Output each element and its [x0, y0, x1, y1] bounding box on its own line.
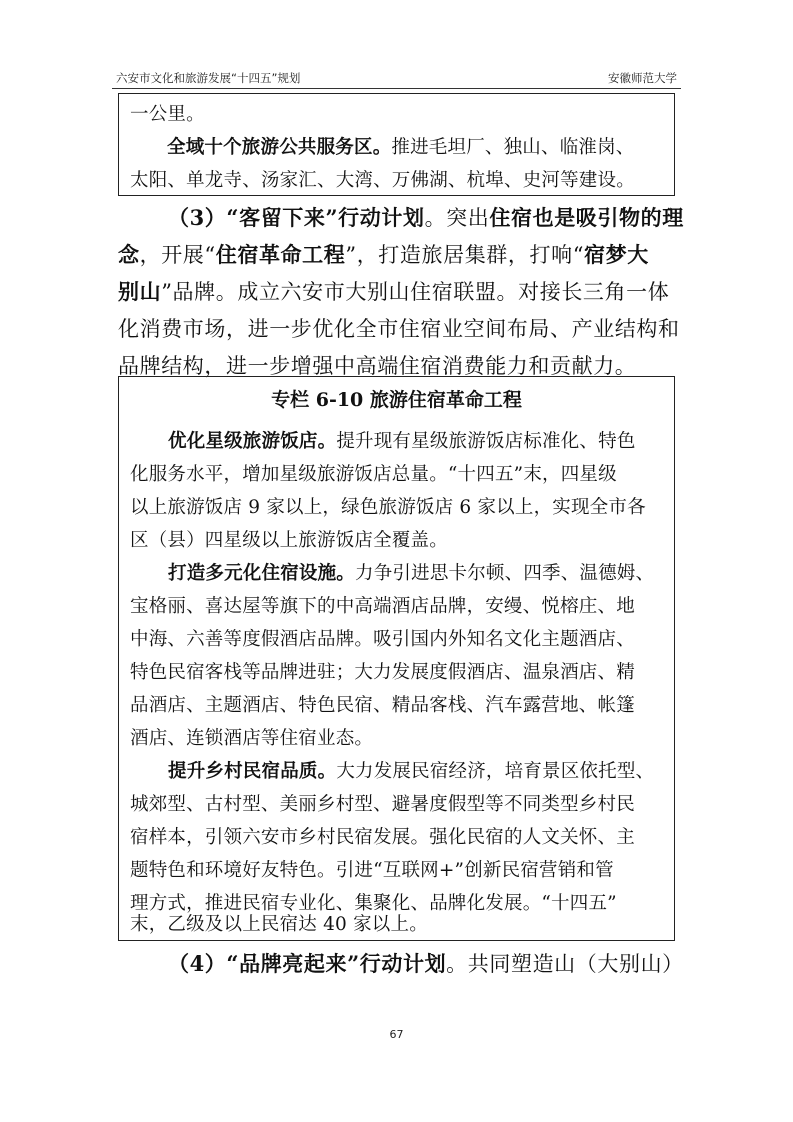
box2-line-12: 城郊型、古村型、美丽乡村型、避暑度假型等不同类型乡村民: [130, 794, 635, 815]
para3-line-3: 别山”品牌。成立六安市大别山住宿联盟。对接长三角一体: [118, 279, 670, 304]
box2-line-16: 末，乙级及以上民宿达 40 家以上。: [130, 914, 428, 935]
box2-line-11: 提升乡村民宿品质。大力发展民宿经济，培育景区依托型、: [168, 761, 655, 782]
para3-line-1: （3）“客留下来”行动计划。突出住宿也是吸引物的理: [168, 205, 684, 230]
box1-line-1: 一公里。: [130, 104, 205, 125]
header-title: 六安市文化和旅游发展“十四五”规划: [116, 71, 301, 85]
page-header: [112, 70, 681, 92]
para4-line-1: （4）“品牌亮起来”行动计划。共同塑造山（大别山）: [168, 951, 684, 976]
header-institution: 安徽师范大学: [608, 71, 677, 85]
box1-line-2: 全域十个旅游公共服务区。推进毛坦厂、独山、临淮岗、: [167, 137, 635, 158]
box1-line-3: 太阳、单龙寺、汤家汇、大湾、万佛湖、杭埠、史河等建设。: [130, 170, 635, 191]
box2-line-9: 品酒店、主题酒店、特色民宿、精品客栈、汽车露营地、帐篷: [130, 695, 635, 716]
box2-line-4: 区（县）四星级以上旅游饭店全覆盖。: [130, 530, 448, 551]
para3-line-5: 品牌结构，进一步增强中高端住宿消费能力和贡献力。: [118, 354, 637, 378]
para3-line-4: 化消费市场，进一步优化全市住宿业空间布局、产业结构和: [118, 317, 680, 341]
box2-line-2: 化服务水平，增加星级旅游饭店总量。“十四五”末，四星级: [130, 464, 617, 485]
box2-line-6: 宝格丽、喜达屋等旗下的中高端酒店品牌，安缦、悦榕庄、地: [130, 596, 635, 617]
box2-line-15: 理方式，推进民宿专业化、集聚化、品牌化发展。“十四五”: [130, 893, 617, 914]
box2-line-5: 打造多元化住宿设施。力争引进思卡尔顿、四季、温德姆、: [168, 563, 655, 584]
box2-line-14: 题特色和环境好友特色。引进“互联网+”创新民宿营销和管: [130, 860, 614, 881]
box2-line-3: 以上旅游饭店 9 家以上，绿色旅游饭店 6 家以上，实现全市各: [130, 497, 646, 518]
box2-line-13: 宿样本，引领六安市乡村民宿发展。强化民宿的人文关怀、主: [130, 827, 635, 848]
page-number: 67: [389, 1028, 404, 1041]
header-rule: [112, 88, 681, 89]
box2-line-8: 特色民宿客栈等品牌进驻；大力发展度假酒店、温泉酒店、精: [130, 662, 635, 683]
para3-line-2: 念，开展“住宿革命工程”，打造旅居集群，打响“宿梦大: [118, 242, 649, 267]
feature-box-title: 专栏 6-10 旅游住宿革命工程: [271, 389, 522, 411]
box2-line-10: 酒店、连锁酒店等住宿业态。: [130, 728, 374, 749]
box2-line-7: 中海、六善等度假酒店品牌。吸引国内外知名文化主题酒店、: [130, 629, 635, 650]
box2-line-1: 优化星级旅游饭店。提升现有星级旅游饭店标准化、特色: [168, 431, 636, 452]
